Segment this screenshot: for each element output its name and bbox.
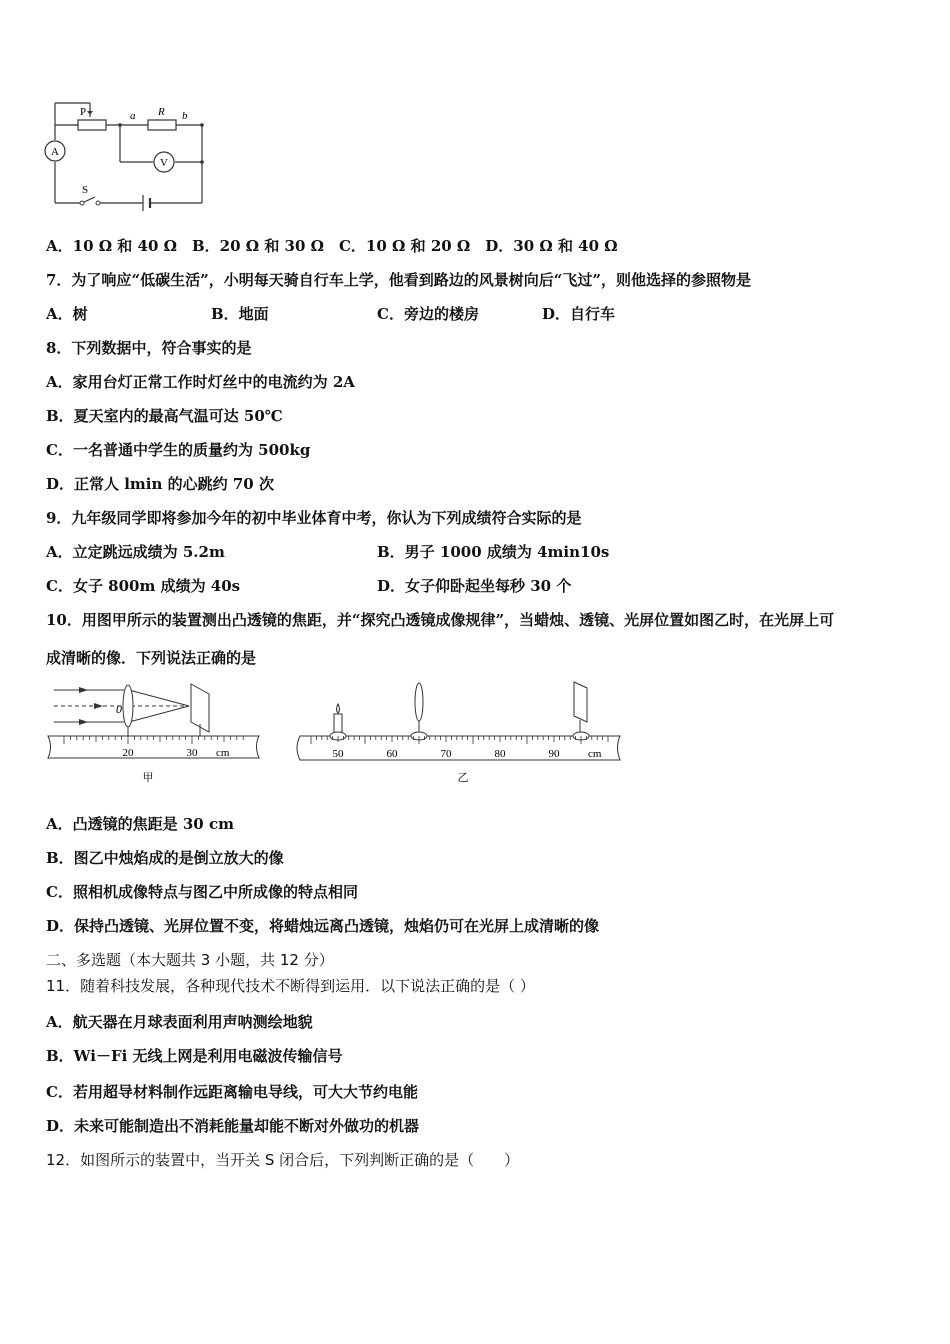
q8-stem: 8．下列数据中，符合事实的是 bbox=[46, 339, 252, 357]
q8-option-b: B．夏天室内的最高气温可达 50℃ bbox=[46, 407, 283, 425]
q11-option-b: B．Wi－Fi 无线上网是利用电磁波传输信号 bbox=[46, 1047, 343, 1065]
circuit-diagram bbox=[40, 95, 215, 215]
voltmeter-label: V bbox=[160, 157, 168, 169]
q10-stem-line1: 10．用图甲所示的装置测出凸透镜的焦距，并“探究凸透镜成像规律”，当蜡烛、透镜、光屏位置如图乙时，在光屏上可 bbox=[46, 611, 835, 629]
yi-caption: 乙 bbox=[457, 772, 469, 784]
q10-option-c: C．照相机成像特点与图乙中所成像的特点相同 bbox=[46, 883, 358, 901]
q10-option-d: D．保持凸透镜、光屏位置不变，将蜡烛远离凸透镜，烛焰仍可在光屏上成清晰的像 bbox=[46, 917, 600, 935]
yi-tick-60: 60 bbox=[386, 748, 398, 760]
jia-tick-30: 30 bbox=[186, 747, 198, 759]
q11-stem: 11．随着科技发展，各种现代技术不断得到运用．以下说法正确的是（ ） bbox=[46, 977, 535, 995]
q9-stem: 9．九年级同学即将参加今年的初中毕业体育中考，你认为下列成绩符合实际的是 bbox=[46, 509, 582, 527]
yi-tick-50: 50 bbox=[332, 748, 344, 760]
q9-option-a: A．立定跳远成绩为 5.2m bbox=[46, 543, 225, 561]
q6-options: A．10 Ω 和 40 Ω B．20 Ω 和 30 Ω C．10 Ω 和 20 Ω D．30 Ω 和 40 Ω bbox=[46, 237, 618, 255]
yi-tick-70: 70 bbox=[440, 748, 452, 760]
q9-option-d: D．女子仰卧起坐每秒 30 个 bbox=[377, 577, 572, 595]
jia-unit: cm bbox=[216, 747, 230, 759]
jia-focus-label: 0 bbox=[116, 702, 122, 716]
q7-option-b: B．地面 bbox=[211, 305, 269, 323]
ammeter-label: A bbox=[51, 146, 59, 158]
q8-option-c: C．一名普通中学生的质量约为 500kg bbox=[46, 441, 311, 459]
jia-tick-20: 20 bbox=[122, 747, 134, 759]
node-b-label: b bbox=[182, 110, 188, 122]
switch-label: S bbox=[82, 184, 89, 196]
q7-option-d: D．自行车 bbox=[542, 305, 616, 323]
figure-jia bbox=[44, 676, 269, 786]
slider-label: P bbox=[80, 106, 87, 118]
q8-option-d: D．正常人 lmin 的心跳约 70 次 bbox=[46, 475, 274, 493]
q7-stem: 7．为了响应“低碳生活”，小明每天骑自行车上学，他看到路边的风景树向后“飞过”，则他选择的参照物是 bbox=[46, 271, 751, 289]
q11-option-a: A．航天器在月球表面利用声呐测绘地貌 bbox=[46, 1013, 313, 1031]
q10-stem-line2: 成清晰的像．下列说法正确的是 bbox=[46, 649, 257, 667]
resistor-label: R bbox=[158, 106, 165, 118]
q11-option-c: C．若用超导材料制作远距离输电导线，可大大节约电能 bbox=[46, 1083, 418, 1101]
yi-tick-80: 80 bbox=[494, 748, 506, 760]
q9-option-c: C．女子 800m 成绩为 40s bbox=[46, 577, 241, 595]
q11-option-d: D．未来可能制造出不消耗能量却能不断对外做功的机器 bbox=[46, 1117, 420, 1135]
q7-option-a: A．树 bbox=[46, 305, 88, 323]
yi-unit: cm bbox=[588, 748, 602, 760]
q9-option-b: B．男子 1000 成绩为 4min10s bbox=[377, 543, 610, 561]
q12-stem: 12．如图所示的装置中，当开关 S 闭合后，下列判断正确的是（ ） bbox=[46, 1151, 520, 1169]
node-a-label: a bbox=[130, 110, 136, 122]
jia-caption: 甲 bbox=[142, 772, 154, 784]
q8-option-a: A．家用台灯正常工作时灯丝中的电流约为 2A bbox=[46, 373, 355, 391]
yi-tick-90: 90 bbox=[548, 748, 560, 760]
q10-option-b: B．图乙中烛焰成的是倒立放大的像 bbox=[46, 849, 284, 867]
q10-option-a: A．凸透镜的焦距是 30 cm bbox=[46, 815, 234, 833]
q7-option-c: C．旁边的楼房 bbox=[377, 305, 479, 323]
figure-yi bbox=[290, 676, 630, 786]
section-2-heading: 二、多选题（本大题共 3 小题，共 12 分） bbox=[46, 951, 334, 969]
